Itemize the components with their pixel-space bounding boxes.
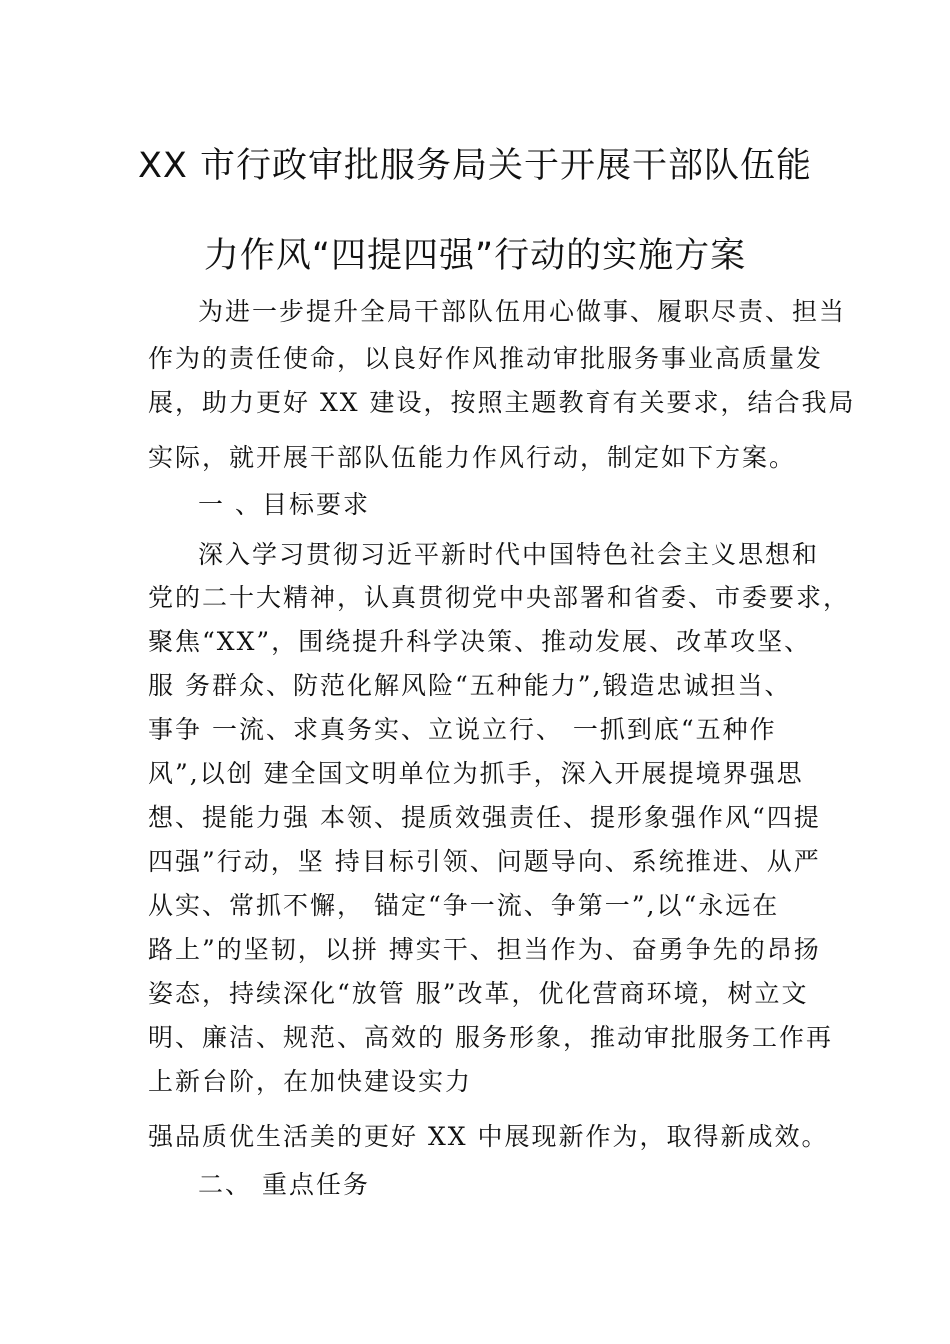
section-1-line-8: 四强”行动，坚 持目标引领、问题导向、系统推进、从严 xyxy=(148,847,821,876)
section-1-line-11: 姿态，持续深化“放管 服”改革，优化营商环境，树立文 xyxy=(148,979,809,1008)
section-1-line-10: 路上”的坚韧，以拼 搏实干、担当作为、奋勇争先的昂扬 xyxy=(148,935,821,964)
section-1-line-4: 服 务群众、防范化解风险“五种能力”,锻造忠诚担当、 xyxy=(148,671,792,700)
document-title-line-2: 力作风“四提四强”行动的实施方案 xyxy=(203,236,747,276)
section-1-line-12: 明、廉洁、规范、高效的 服务形象，推动审批服务工作再 xyxy=(148,1023,833,1052)
section-1-line-1: 深入学习贯彻习近平新时代中国特色社会主义思想和 xyxy=(198,540,820,569)
section-1-line-3: 聚焦“XX”，围绕提升科学决策、推动发展、改革攻坚、 xyxy=(148,627,812,656)
intro-line-2: 作为的责任使命，以良好作风推动审批服务事业高质量发 xyxy=(148,344,824,373)
section-2-heading: 二、 重点任务 xyxy=(198,1170,370,1199)
section-1-line-5: 事争 一流、求真务实、立说立行、 一抓到底“五种作 xyxy=(148,715,777,744)
document-title-line-1: XX 市行政审批服务局关于开展干部队伍能 xyxy=(137,146,813,186)
section-1-line-7: 想、提能力强 本领、提质效强责任、提形象强作风“四提 xyxy=(148,803,821,832)
intro-line-4: 实际，就开展干部队伍能力作风行动，制定如下方案。 xyxy=(148,443,797,472)
intro-line-3: 展，助力更好 XX 建设，按照主题教育有关要求，结合我局 xyxy=(148,388,856,417)
section-1-line-6: 风”,以创 建全国文明单位为抓手，深入开展提境界强思 xyxy=(148,759,804,788)
section-1-line-13: 上新台阶，在加快建设实力 xyxy=(148,1067,473,1096)
section-1-heading: 一 、目标要求 xyxy=(198,490,370,519)
intro-line-1: 为进一步提升全局干部队伍用心做事、履职尽责、担当 xyxy=(198,297,847,326)
section-1-line-9: 从实、常抓不懈， 锚定“争一流、争第一”,以“永远在 xyxy=(148,891,780,920)
section-1-line-14: 强品质优生活美的更好 XX 中展现新作为，取得新成效。 xyxy=(148,1122,829,1151)
section-1-line-2: 党的二十大精神，认真贯彻党中央部署和省委、市委要求， xyxy=(148,583,851,612)
